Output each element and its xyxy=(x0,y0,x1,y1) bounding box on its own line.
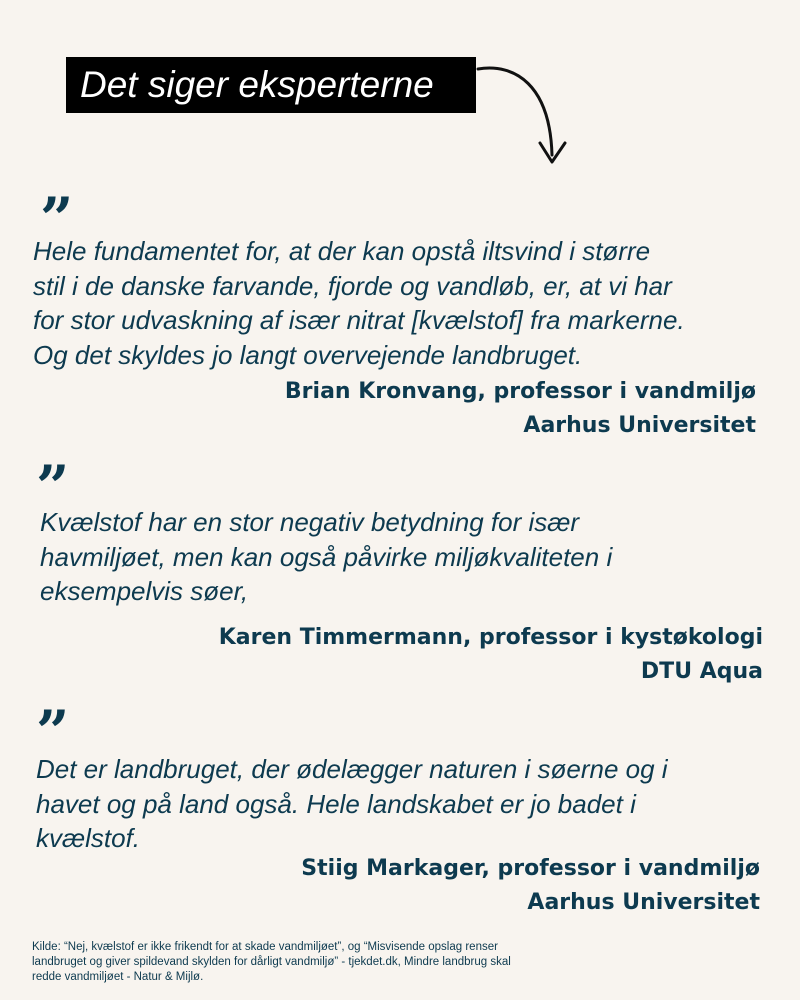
quote-line: stil i de danske farvande, fjorde og vandløb, er, at vi har xyxy=(33,270,672,301)
quote-mark-icon: ” xyxy=(40,185,74,253)
quote-mark-icon: ” xyxy=(36,698,70,766)
quote-line: Kvælstof har en stor negativ betydning for især xyxy=(40,507,580,537)
expert-institution: Aarhus Universitet xyxy=(527,890,760,915)
quote-line: eksempelvis søer, xyxy=(40,576,249,606)
expert-name: Stiig Markager, professor i vandmiljø xyxy=(301,856,760,881)
quote-mark-icon: ” xyxy=(36,453,70,521)
quote-line: havmiljøet, men kan også påvirke miljøkvaliteten i xyxy=(40,541,613,572)
quote-text xyxy=(36,752,668,856)
quote-attribution xyxy=(285,375,756,443)
source-citation xyxy=(32,940,511,985)
source-line: redde vandmiljøet - Natur & Mijlø. xyxy=(32,971,204,983)
curved-arrow-down-icon xyxy=(470,55,580,170)
expert-name: Karen Timmermann, professor i kystøkologi xyxy=(218,625,763,650)
expert-institution: Aarhus Universitet xyxy=(523,413,756,438)
quote-line: Det er landbruget, der ødelægger naturen i søerne og i xyxy=(36,754,668,784)
source-line: Kilde: “Nej, kvælstof er ikke frikendt for at skade vandmiljøet”, og “Misvisende opslag renser xyxy=(32,941,498,953)
quote-attribution xyxy=(301,852,760,920)
quote-line: kvælstof. xyxy=(36,823,141,853)
quote-text xyxy=(40,505,612,609)
expert-name: Brian Kronvang, professor i vandmiljø xyxy=(284,379,756,404)
expert-institution: DTU Aqua xyxy=(640,659,763,684)
page-title: Det siger eksperterne xyxy=(66,57,476,113)
quote-line: havet og på land også. Hele landskabet er jo badet i xyxy=(36,788,636,819)
source-line: landbruget og giver spildevand skylden for dårligt vandmiljø” - tjekdet.dk, Mindre landbrug skal xyxy=(32,956,511,968)
quote-line: Hele fundamentet for, at der kan opstå iltsvind i større xyxy=(33,236,651,266)
quote-text xyxy=(33,234,685,372)
quote-line: Og det skyldes jo langt overvejende landbruget. xyxy=(33,339,583,370)
quote-line: for stor udvaskning af især nitrat [kvælstof] fra markerne. xyxy=(33,305,685,335)
quote-attribution xyxy=(219,621,763,689)
